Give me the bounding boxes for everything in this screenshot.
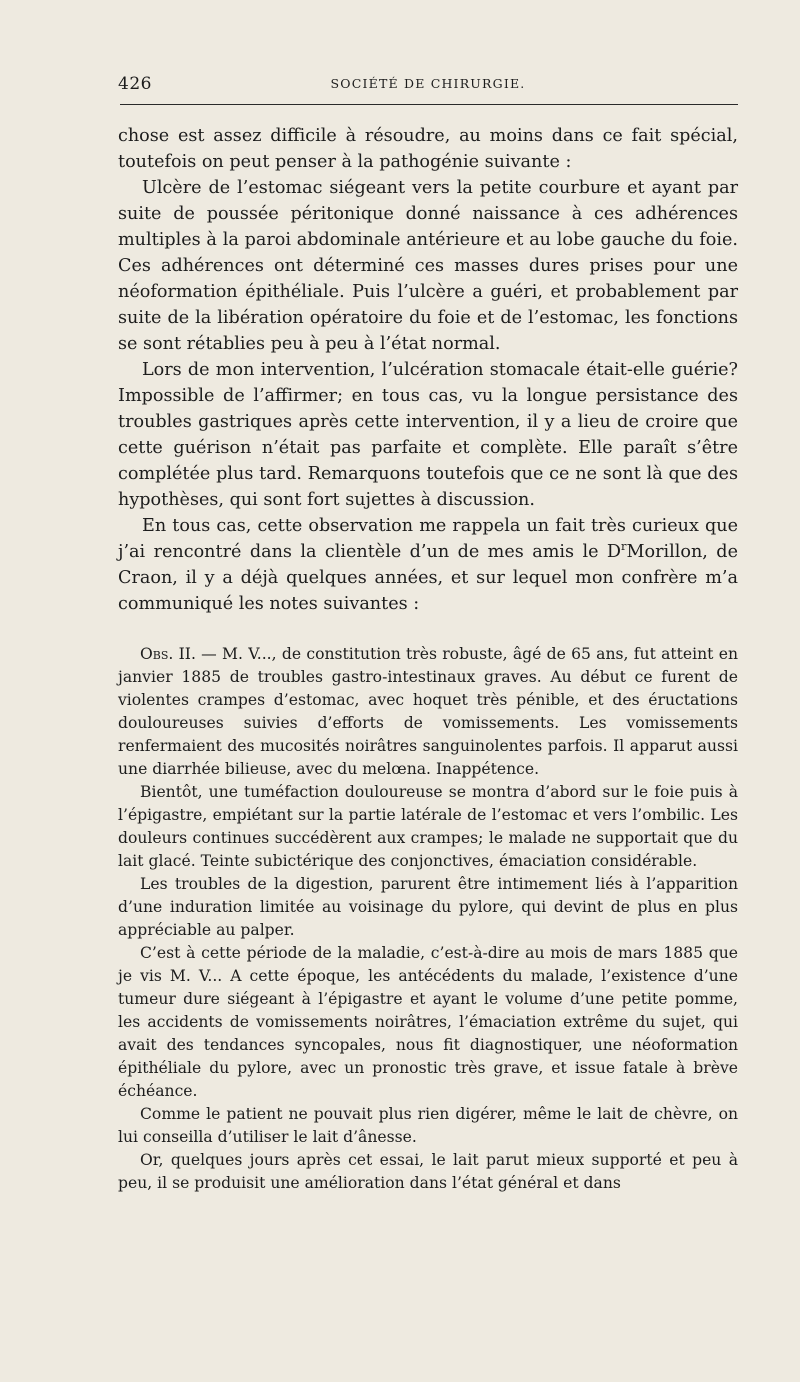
observation-paragraph: C’est à cette période de la maladie, c’est-à-dire au mois de mars 1885 que je vis M. V... A cette époque, les antécédents du malade, l’existence d’une tumeur dure siégeant à l’épigastre et ayant le volume d’une petite pomme, les accidents de vomissements noirâtres, l’émaciation extrême du sujet, qui avait des tendances syncopales, nous fit diagnostiquer, une néoformation épithéliale du pylore, avec un pronostic très grave, et issue fatale à brève échéance. — [118, 944, 738, 1100]
superscript: r — [621, 539, 627, 554]
paragraph: chose est assez difficile à résoudre, au moins dans ce fait spécial, toutefois on peut penser à la pathogénie suivante : — [118, 126, 738, 172]
header-rule — [120, 104, 738, 105]
observation-block — [118, 643, 738, 1195]
paragraph-text: Morillon, de Craon, il y a déjà quelques années, et sur lequel mon confrère m’a communiqué les notes suivantes : — [118, 542, 738, 614]
paragraph — [118, 513, 738, 617]
running-title: SOCIÉTÉ DE CHIRURGIE. — [330, 76, 526, 91]
page-header — [118, 74, 738, 98]
observation-paragraph: Les troubles de la digestion, parurent être intimement liés à l’apparition d’une induration limitée au voisinage du pylore, qui devint de plus en plus appréciable au palper. — [118, 875, 738, 939]
paragraph: Lors de mon intervention, l’ulcération stomacale était-elle guérie? Impossible de l’affirmer; en tous cas, vu la longue persistance des troubles gastriques après cette intervention, il y a lieu de croire que cette guérison n’était pas parfaite et complète. Elle paraît s’être complétée plus tard. Remarquons toutefois que ce ne sont là que des hypothèses, qui sont fort sujettes à discussion. — [118, 360, 738, 510]
observation-label: Obs. II. — [140, 645, 196, 663]
observation-paragraph: Bientôt, une tuméfaction douloureuse se montra d’abord sur le foie puis à l’épigastre, empiétant sur la partie latérale de l’estomac et vers l’ombilic. Les douleurs continues succédèrent aux crampes; le malade ne supportait que du lait glacé. Teinte subictérique des conjonctives, émaciation considérable. — [118, 783, 738, 870]
observation-text: — M. V..., de constitution très robuste, âgé de 65 ans, fut atteint en janvier 1885 de troubles gastro-intestinaux graves. Au début ce furent de violentes crampes d’estomac, avec hoquet très pénible, et des éructations douloureuses suivies d’efforts de vomissements. Les vomissements renfermaient des mucosités noirâtres sanguinolentes parfois. Il apparut aussi une diarrhée bilieuse, avec du melœna. Inappétence. — [118, 645, 738, 778]
observation-paragraph — [118, 643, 738, 781]
paragraph-text: En tous cas, cette observation me rappela un fait très curieux que j’ai rencontré dans la clientèle d’un de mes amis le D — [118, 516, 738, 562]
observation-paragraph: Or, quelques jours après cet essai, le lait parut mieux supporté et peu à peu, il se produisit une amélioration dans l’état général et dans — [118, 1151, 738, 1192]
paragraph: Ulcère de l’estomac siégeant vers la petite courbure et ayant par suite de poussée péritonique donné naissance à ces adhérences multiples à la paroi abdominale antérieure et au lobe gauche du foie. Ces adhérences ont déterminé ces masses dures prises pour une néoformation épithéliale. Puis l’ulcère a guéri, et probablement par suite de la libération opératoire du foie et de l’estomac, les fonctions se sont rétablies peu à peu à l’état normal. — [118, 178, 738, 354]
main-text — [118, 123, 738, 617]
page-number: 426 — [118, 74, 152, 94]
observation-paragraph: Comme le patient ne pouvait plus rien digérer, même le lait de chèvre, on lui conseilla d’utiliser le lait d’ânesse. — [118, 1105, 738, 1146]
